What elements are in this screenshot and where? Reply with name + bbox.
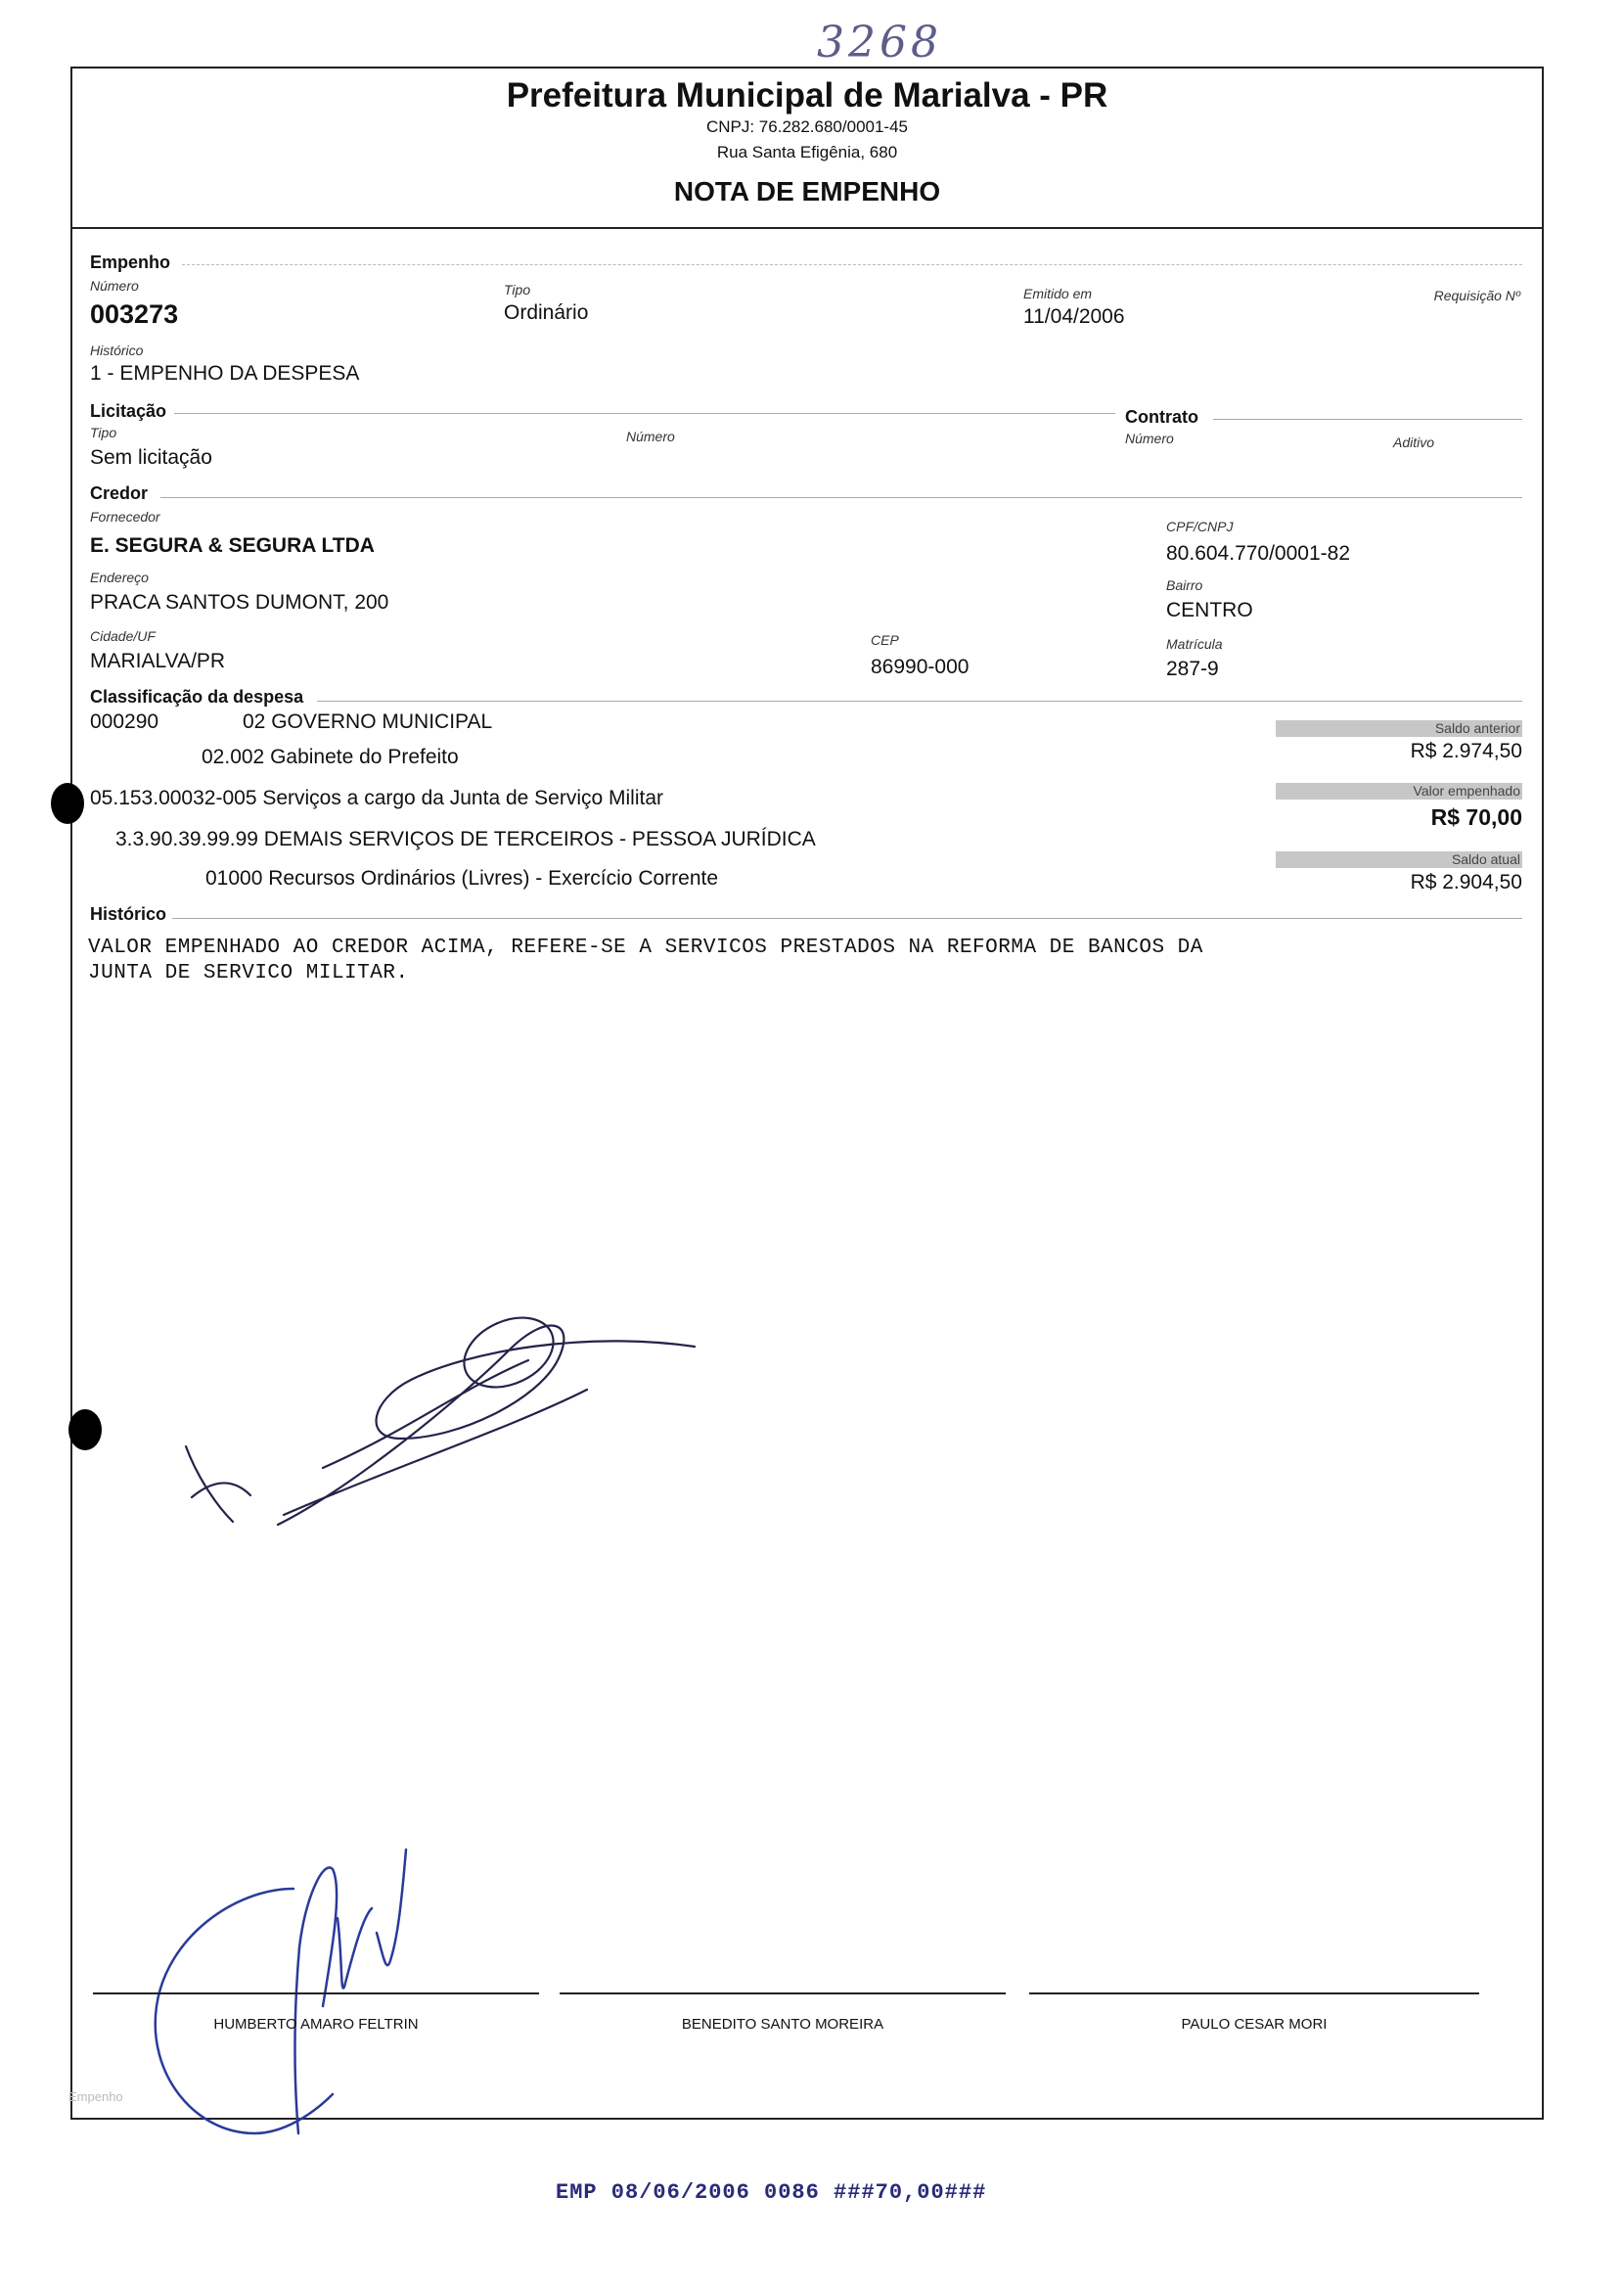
classificacao-elemento: 3.3.90.39.99.99 DEMAIS SERVIÇOS DE TERCEIROS - PESSOA JURÍDICA <box>115 828 816 850</box>
fornecedor-label: Fornecedor <box>90 509 160 525</box>
licitacao-tipo: Sem licitação <box>90 446 212 469</box>
address-line: Rua Santa Efigênia, 680 <box>716 143 898 161</box>
licitacao-numero-label: Número <box>626 429 675 444</box>
cep-label: CEP <box>871 632 899 648</box>
credor-section-title: Credor <box>90 483 149 503</box>
municipality-title: Prefeitura Municipal de Marialva - PR <box>506 76 1108 114</box>
cpf-cnpj-value: 80.604.770/0001-82 <box>1166 542 1351 565</box>
contrato-section-title: Contrato <box>1125 407 1198 427</box>
bairro-value: CENTRO <box>1166 599 1253 621</box>
classificacao-recurso: 01000 Recursos Ordinários (Livres) - Exercício Corrente <box>205 867 719 890</box>
cidade-label: Cidade/UF <box>90 628 156 644</box>
signature-stroke-3 <box>284 1360 587 1515</box>
saldo-atual-value: R$ 2.904,50 <box>1410 871 1522 893</box>
empenho-numero-label: Número <box>90 278 139 294</box>
classificacao-unidade: 02.002 Gabinete do Prefeito <box>202 746 459 768</box>
classificacao-section-title: Classificação da despesa <box>90 687 304 707</box>
emitido-date: 11/04/2006 <box>1023 305 1125 328</box>
licitacao-section-title: Licitação <box>90 401 167 421</box>
signature-line-3 <box>1029 1992 1479 1994</box>
aditivo-label: Aditivo <box>1393 435 1435 450</box>
signature-line-1 <box>93 1992 539 1994</box>
classificacao-orgao: 02 GOVERNO MUNICIPAL <box>243 710 493 733</box>
valor-empenhado-label: Valor empenhado <box>1276 783 1522 800</box>
cep-value: 86990-000 <box>871 656 970 678</box>
empenho-tipo: Ordinário <box>504 301 589 324</box>
empenho-historico-label: Histórico <box>90 343 144 358</box>
saldo-anterior-value: R$ 2.974,50 <box>1410 740 1522 762</box>
signature-stroke-5 <box>156 1889 333 2133</box>
empenho-numero: 003273 <box>90 299 179 329</box>
historico-text-line-2: JUNTA DE SERVICO MILITAR. <box>88 962 409 984</box>
signature-stroke-2 <box>278 1326 695 1525</box>
signature-stroke-4 <box>294 1867 337 2133</box>
matricula-label: Matrícula <box>1166 636 1223 652</box>
classificacao-code: 000290 <box>90 710 159 733</box>
cnpj-line: CNPJ: 76.282.680/0001-45 <box>705 117 909 136</box>
faint-empenho-label: Empenho <box>68 2089 123 2104</box>
endereco-value: PRACA SANTOS DUMONT, 200 <box>90 591 389 614</box>
document-title: NOTA DE EMPENHO <box>673 176 941 206</box>
empenho-section-title: Empenho <box>90 252 171 272</box>
classificacao-funcional: 05.153.00032-005 Serviços a cargo da Junta de Serviço Militar <box>90 787 664 809</box>
signatory-1: HUMBERTO AMARO FELTRIN <box>213 2016 419 2033</box>
saldo-anterior-label: Saldo anterior <box>1276 720 1522 737</box>
contrato-numero-label: Número <box>1125 431 1174 446</box>
fornecedor-name: E. SEGURA & SEGURA LTDA <box>90 534 375 557</box>
requisicao-label: Requisição Nº <box>1433 288 1520 303</box>
licitacao-tipo-label: Tipo <box>90 425 117 440</box>
endereco-label: Endereço <box>90 570 149 585</box>
bairro-label: Bairro <box>1166 577 1203 593</box>
empenho-historico: 1 - EMPENHO DA DESPESA <box>90 362 360 385</box>
cpf-cnpj-label: CPF/CNPJ <box>1166 519 1234 534</box>
signature-stroke-6 <box>338 1850 406 1989</box>
historico-section-title: Histórico <box>90 904 167 924</box>
empenho-tipo-label: Tipo <box>504 282 531 297</box>
cidade-value: MARIALVA/PR <box>90 650 226 672</box>
saldo-atual-label: Saldo atual <box>1276 851 1522 868</box>
handwritten-document-number: 3268 <box>817 18 942 68</box>
valor-empenhado-value: R$ 70,00 <box>1430 804 1522 830</box>
signature-line-2 <box>560 1992 1006 1994</box>
signature-stroke-1 <box>186 1446 250 1522</box>
historico-text-line-1: VALOR EMPENHADO AO CREDOR ACIMA, REFERE-SE A SERVICOS PRESTADOS NA REFORMA DE BANCOS DA <box>88 937 1203 959</box>
signatory-3: PAULO CESAR MORI <box>1181 2016 1328 2033</box>
footer-bank-stamp: EMP 08/06/2006 0086 ###70,00### <box>556 2180 987 2205</box>
matricula-value: 287-9 <box>1166 658 1219 680</box>
signatory-2: BENEDITO SANTO MOREIRA <box>681 2016 884 2033</box>
emitido-label: Emitido em <box>1023 286 1093 301</box>
